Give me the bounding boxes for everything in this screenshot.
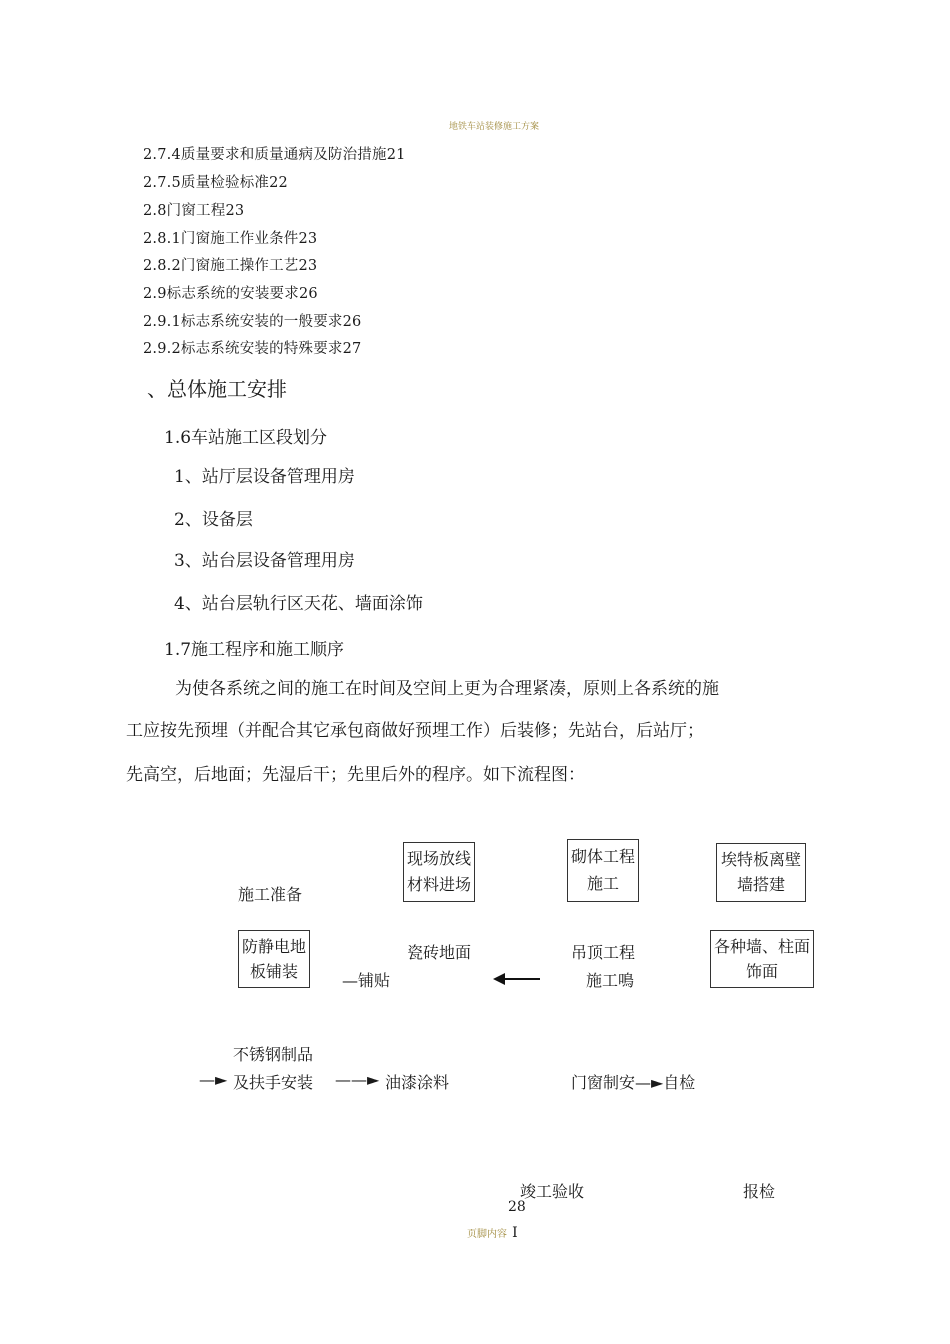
flow-box-wall-finish: [710, 930, 814, 988]
flow-box-survey: [403, 842, 475, 902]
flow-box-masonry: [567, 839, 639, 902]
flow-box-floor: [238, 930, 310, 988]
footer-mark: I: [512, 1225, 518, 1241]
toc-item: 2.8门窗工程23: [143, 203, 245, 219]
flow-box-line: 各种墙、柱面: [713, 936, 810, 956]
flow-step-prep: 施工准备: [238, 885, 303, 904]
flow-arrow-paint: ——►: [335, 1070, 380, 1089]
section-title: 、总体施工安排: [147, 377, 287, 401]
toc-item: 2.9.2标志系统安装的特殊要求27: [143, 341, 362, 357]
flow-box-line: 施工: [586, 874, 619, 894]
page-number: 28: [508, 1199, 526, 1215]
footer-label: 页脚内容: [467, 1229, 507, 1240]
flow-box-line: 防静电地: [241, 936, 306, 956]
flow-step-report: 报检: [743, 1182, 776, 1201]
subsection-title: 1.6车站施工区段划分: [164, 428, 328, 448]
flow-step-tile-cont: —铺贴: [342, 971, 391, 990]
list-item: 1、站厅层设备管理用房: [174, 467, 355, 487]
paragraph-line: 先高空，后地面；先湿后干；先里后外的程序。如下流程图：: [126, 765, 585, 785]
flow-box-line: 材料进场: [406, 875, 471, 894]
toc-item: 2.9.1标志系统安装的一般要求26: [143, 314, 362, 330]
list-item: 2、设备层: [174, 510, 253, 530]
page-footer: [467, 1222, 518, 1241]
list-item: 3、站台层设备管理用房: [174, 551, 355, 571]
flow-step-complete: 竣工验收: [520, 1182, 585, 1201]
flow-step-tile: 瓷砖地面: [407, 943, 472, 962]
toc-item: 2.8.2门窗施工操作工艺23: [143, 258, 318, 274]
flow-box-line: 现场放线: [406, 849, 471, 868]
flow-step-window: 门窗制安—►自检: [571, 1073, 696, 1092]
flow-box-line: 砌体工程: [570, 846, 635, 866]
toc-item: 2.7.5质量检验标准22: [143, 175, 288, 191]
flow-step-steel: 不锈钢制品: [233, 1045, 314, 1064]
flow-box-line: 埃特板离壁: [720, 849, 801, 869]
flow-box-line: 饰面: [745, 961, 778, 981]
flow-box-board-wall: [716, 843, 806, 902]
toc-item: 2.7.4质量要求和质量通病及防治措施21: [143, 147, 406, 163]
subsection-title: 1.7施工程序和施工顺序: [164, 640, 345, 660]
page-header: 地铁车站装修施工方案: [449, 122, 540, 132]
flow-step-ceiling-cont: 施工鳴: [586, 971, 635, 990]
flow-step-steel-cont: 及扶手安装: [233, 1073, 314, 1092]
toc-item: 2.9标志系统的安装要求26: [143, 286, 318, 302]
arrow-left-icon: [493, 971, 541, 987]
flow-step-paint: 油漆涂料: [385, 1073, 450, 1092]
flow-arrow-steel: —►: [199, 1070, 228, 1089]
flow-step-ceiling: 吊顶工程: [571, 943, 636, 962]
toc-item: 2.8.1门窗施工作业条件23: [143, 231, 318, 247]
paragraph-line: 为使各系统之间的施工在时间及空间上更为合理紧凑，原则上各系统的施: [175, 679, 719, 699]
flow-box-line: 板铺装: [249, 961, 298, 981]
paragraph-line: 工应按先预埋（并配合其它承包商做好预埋工作）后装修；先站台，后站厅；: [126, 721, 704, 741]
list-item: 4、站台层轨行区天花、墙面涂饰: [174, 594, 423, 614]
flow-box-line: 墙搭建: [736, 875, 785, 895]
